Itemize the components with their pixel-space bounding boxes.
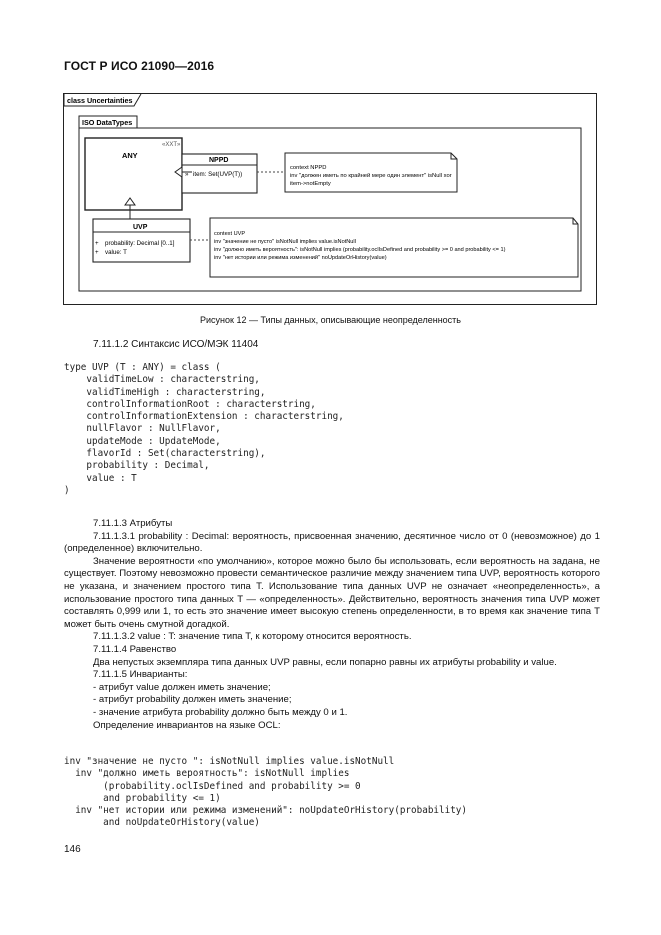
class-uvp-attr-vis: + [95,249,99,256]
class-uvp-name: UVP [133,224,148,231]
note-uvp-line: inv "значение не пусто" isNotNull implies value.isNotNull [214,239,356,245]
class-any-name: ANY [122,151,138,160]
section-heading-equality: 7.11.1.4 Равенство [93,643,177,655]
section-heading-syntax: 7.11.1.2 Синтаксис ИСО/МЭК 11404 [93,339,259,350]
code-invariants: inv "значение не пусто ": isNotNull implies value.isNotNull inv "должно иметь вероятность": isNotNull implies (probability.oclIsDefined and probability >= 0 and probability <= 1) inv "нет истории или режима изменений": noUpdateOrHistory(probability) and noUpdateOrHistory(value) [64,756,467,829]
uml-diagram [64,94,596,304]
bullet-item: - значение атрибута probability должно быть между 0 и 1. [93,706,348,718]
class-nppd-attr-vis: » [185,171,189,178]
uml-figure [63,93,597,305]
class-uvp-attr: probability: Decimal [0..1] [105,240,175,247]
bullet-item: - атрибут value должен иметь значение; [93,681,271,693]
note-uvp-line: inv "должно иметь вероятность": isNotNull implies (probability.oclIsDefined and probability >= 0 and probability <= 1) [214,247,506,253]
section-heading-attributes: 7.11.1.3 Атрибуты [93,518,173,529]
class-any-stereotype: «XXT» [162,142,181,148]
body-text [64,518,600,732]
section-heading-invariants: 7.11.1.5 Инварианты: [93,669,188,681]
paragraph-default-probability: Значение вероятности «по умолчанию», которое можно было бы использовать, если вероятность на задана, не существует. Поэтому невозможно провести семантическое различие между значением типа UVP, вероятность которого не указана, и значением простого типа T. Использование типа данных UVP не означает «неопределенность», а использование простого типа данных T — «определенность». Действительно, вероятность значения типа UVP может составлять 0,999 или 1, то есть это значение имеет высокую степень определенности, в то время как значение типа T может быть очень смутной догадкой. [64,555,600,630]
note-nppd-line: context NPPD [290,165,327,171]
class-uvp-attr-vis: + [95,240,99,247]
outer-package-label: class Uncertainties [67,96,133,105]
class-nppd-attr: item: Set(UVP(T)) [193,171,243,178]
figure-caption: Рисунок 12 — Типы данных, описывающие неопределенность [200,315,461,325]
class-uvp-attr: value: T [105,249,127,256]
document-header: ГОСТ Р ИСО 21090—2016 [64,59,215,73]
paragraph-probability: 7.11.1.3.1 probability : Decimal: вероятность, присвоенная значению, десятичное число от 0 (невозможное) до 1 (определенное) включительно. [64,530,600,555]
paragraph-ocl-intro: Определение инвариантов на языке OCL: [93,719,281,731]
bullet-item: - атрибут probability должен иметь значение; [93,694,292,706]
paragraph-equality: Два непустых экземпляра типа данных UVP равны, если попарно равны их атрибуты probability и value. [93,656,557,668]
page-number: 146 [64,844,81,855]
class-any [85,138,182,210]
note-uvp-line: inv "нет истории или режима изменений" noUpdateOrHistory(value) [214,255,387,261]
note-nppd-line: inv "должен иметь по крайней мере один элемент" isNull xor [290,173,452,179]
code-type-definition: type UVP (T : ANY) = class ( validTimeLow : characterstring, validTimeHigh : characterstring, controlInformationRoot : characterstring, controlInformationExtension : characterstring, nullFlavor : NullFlavor, updateMode : UpdateMode, flavorId : Set(characterstring), probability : Decimal, value : T ) [64,362,344,496]
paragraph-value: 7.11.1.3.2 value : T: значение типа T, к которому относится вероятность. [93,631,412,643]
inner-package-label: ISO DataTypes [82,118,133,127]
class-nppd-name: NPPD [209,157,229,164]
note-uvp-line: context UVP [214,231,246,237]
note-nppd-line: item->notEmpty [290,181,331,187]
